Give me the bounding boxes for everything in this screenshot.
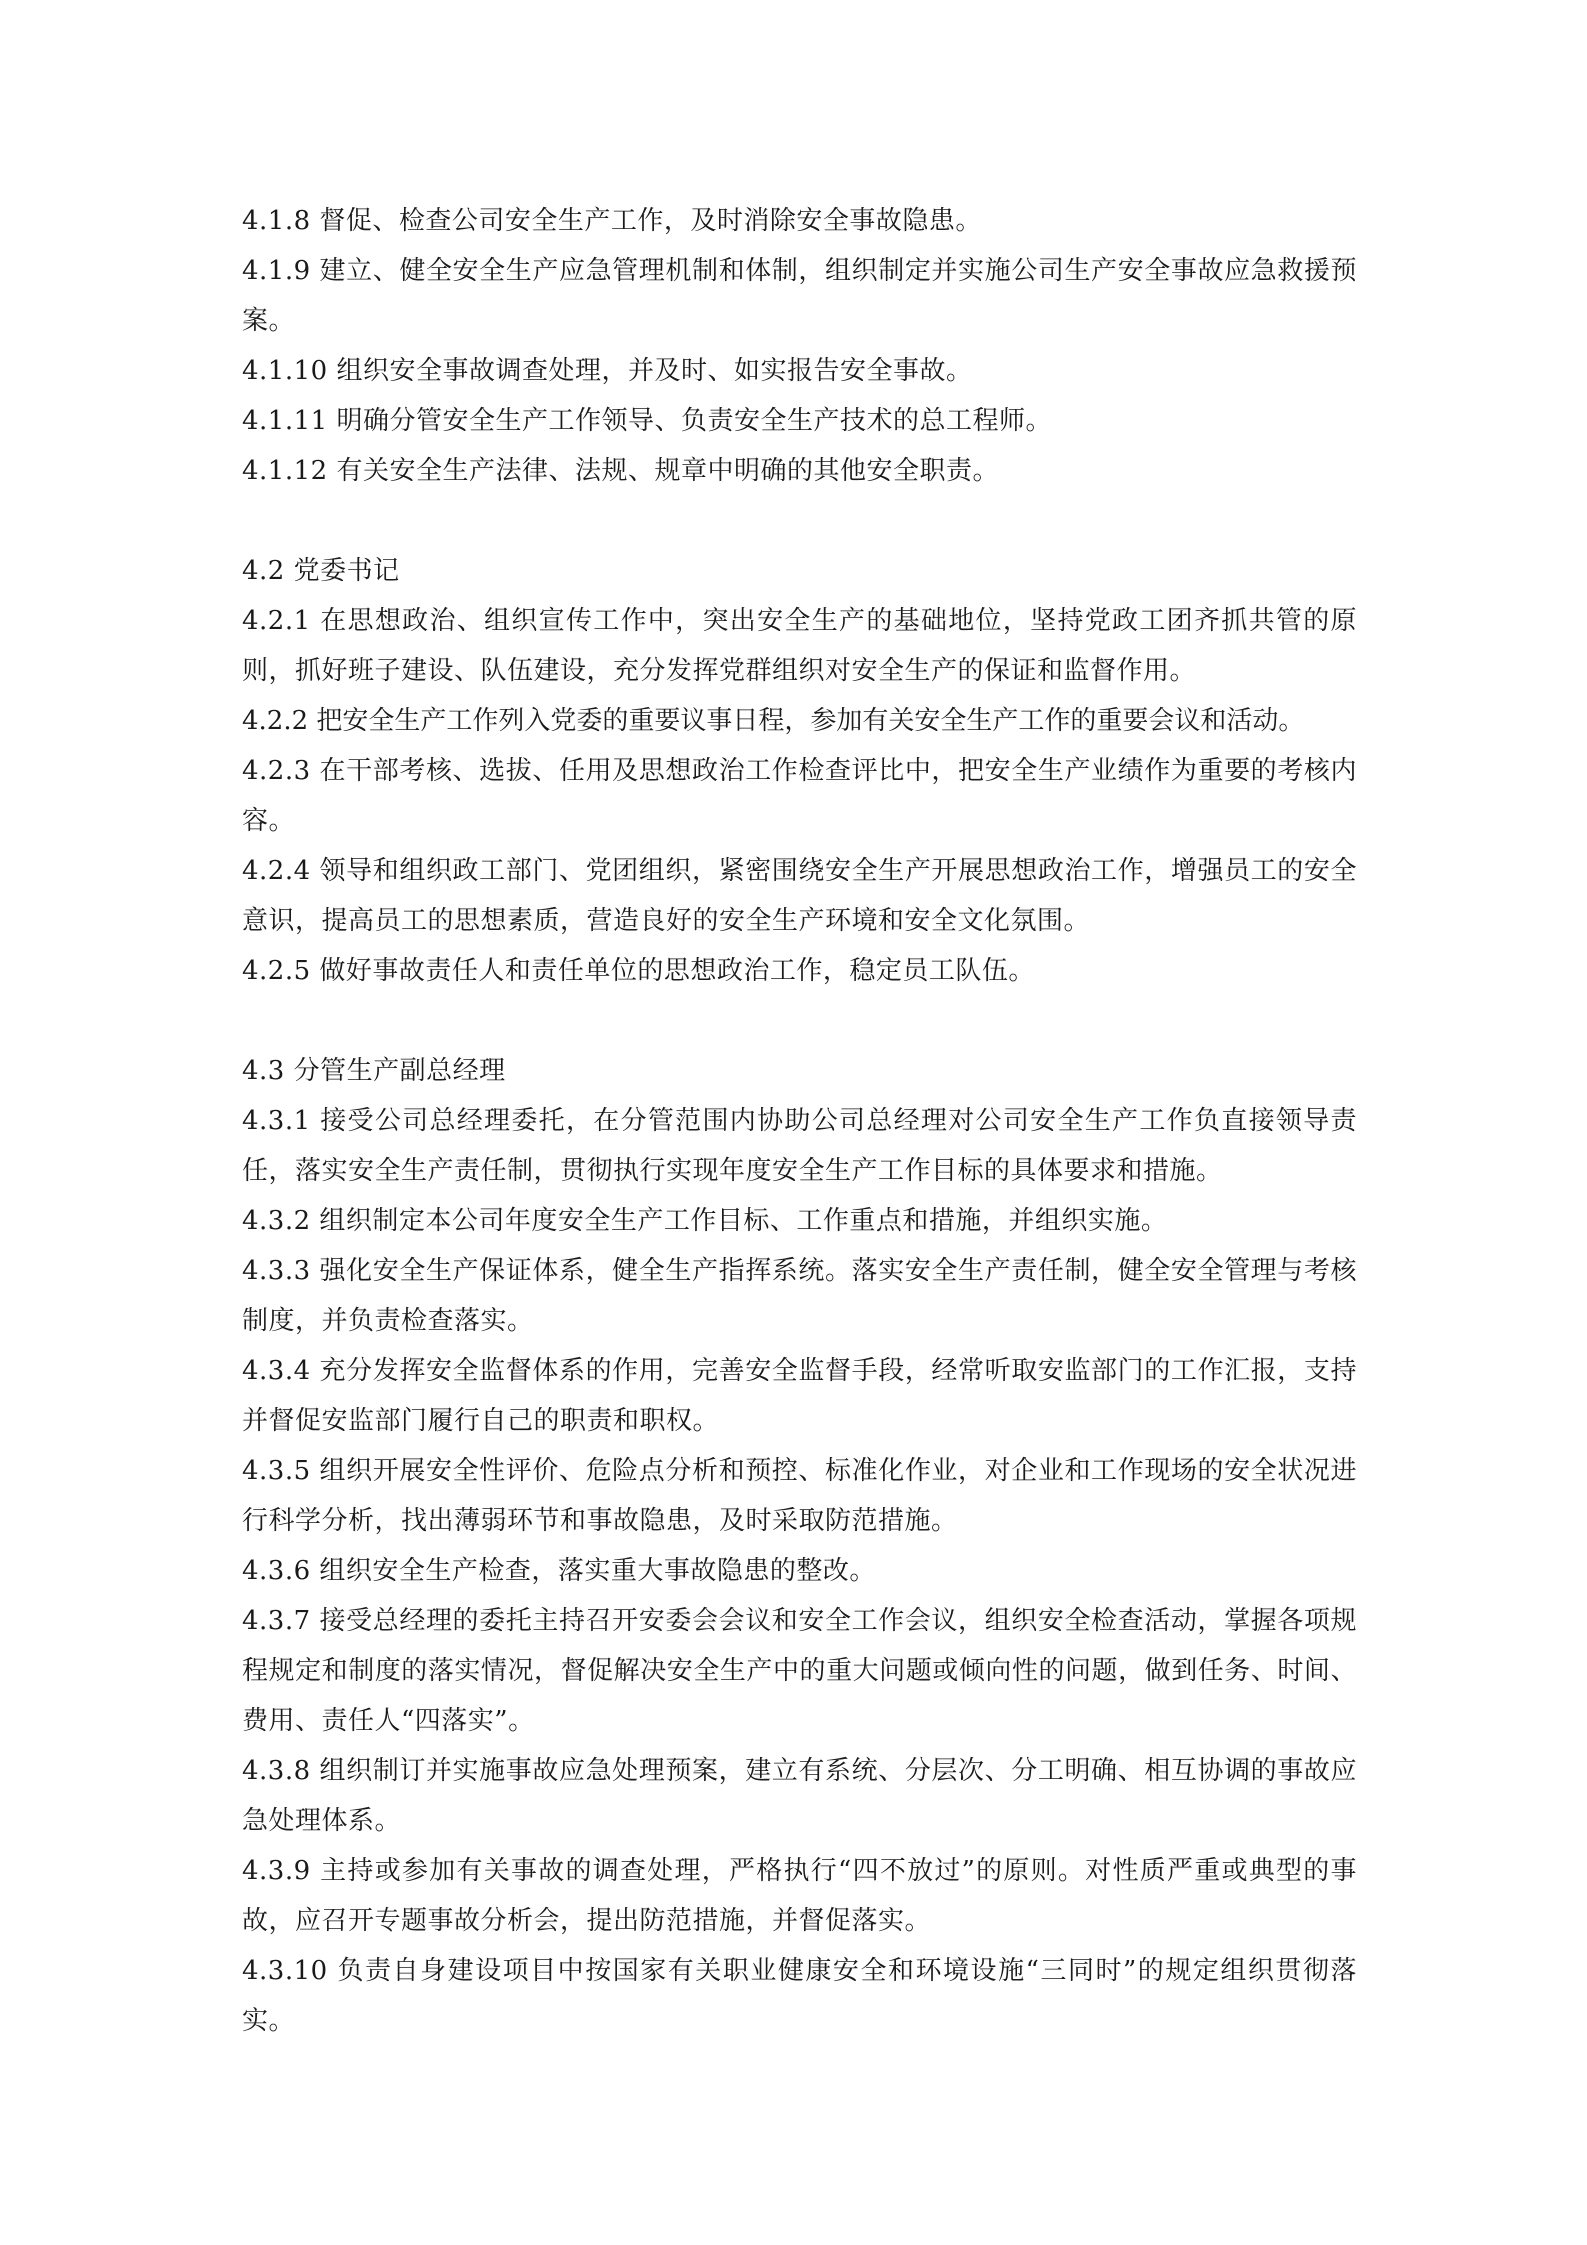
clause-4-3-4: 4.3.4 充分发挥安全监督体系的作用，完善安全监督手段，经常听取安监部门的工作汇报，支持并督促安监部门履行自己的职责和职权。 [242, 1356, 1357, 1436]
section-spacer [242, 996, 1357, 1046]
clause-4-1-11: 4.1.11 明确分管安全生产工作领导、负责安全生产技术的总工程师。 [242, 406, 1052, 436]
clause-4-2-1: 4.2.1 在思想政治、组织宣传工作中，突出安全生产的基础地位，坚持党政工团齐抓共管的原则，抓好班子建设、队伍建设，充分发挥党群组织对安全生产的保证和监督作用。 [242, 606, 1357, 686]
clause-4-3-1: 4.3.1 接受公司总经理委托，在分管范围内协助公司总经理对公司安全生产工作负直接领导责任，落实安全生产责任制，贯彻执行实现年度安全生产工作目标的具体要求和措施。 [242, 1106, 1357, 1186]
clause-4-3-3: 4.3.3 强化安全生产保证体系，健全生产指挥系统。落实安全生产责任制，健全安全管理与考核制度，并负责检查落实。 [242, 1256, 1357, 1336]
section-heading-4-2: 4.2 党委书记 [242, 556, 400, 586]
clause-4-3-2: 4.3.2 组织制定本公司年度安全生产工作目标、工作重点和措施，并组织实施。 [242, 1206, 1168, 1236]
section-4-2 [242, 546, 1357, 996]
clause-4-3-6: 4.3.6 组织安全生产检查，落实重大事故隐患的整改。 [242, 1556, 876, 1586]
clause-4-2-5: 4.2.5 做好事故责任人和责任单位的思想政治工作，稳定员工队伍。 [242, 956, 1035, 986]
section-heading-4-3: 4.3 分管生产副总经理 [242, 1056, 506, 1086]
clause-4-1-10: 4.1.10 组织安全事故调查处理，并及时、如实报告安全事故。 [242, 356, 973, 386]
section-spacer [242, 496, 1357, 546]
clause-4-1-12: 4.1.12 有关安全生产法律、法规、规章中明确的其他安全职责。 [242, 456, 999, 486]
clause-4-3-8: 4.3.8 组织制订并实施事故应急处理预案，建立有系统、分层次、分工明确、相互协调的事故应急处理体系。 [242, 1756, 1357, 1836]
clause-4-2-2: 4.2.2 把安全生产工作列入党委的重要议事日程，参加有关安全生产工作的重要会议和活动。 [242, 706, 1305, 736]
clause-4-3-7: 4.3.7 接受总经理的委托主持召开安委会会议和安全工作会议，组织安全检查活动，掌握各项规程规定和制度的落实情况，督促解决安全生产中的重大问题或倾向性的问题，做到任务、时间、费用、责任人“四落实”。 [242, 1606, 1357, 1736]
clause-4-3-9: 4.3.9 主持或参加有关事故的调查处理，严格执行“四不放过”的原则。对性质严重或典型的事故，应召开专题事故分析会，提出防范措施，并督促落实。 [242, 1856, 1357, 1936]
section-4-1 [242, 196, 1357, 496]
clause-4-3-5: 4.3.5 组织开展安全性评价、危险点分析和预控、标准化作业，对企业和工作现场的安全状况进行科学分析，找出薄弱环节和事故隐患，及时采取防范措施。 [242, 1456, 1357, 1536]
section-4-3 [242, 1046, 1357, 2046]
document-page [242, 196, 1357, 2046]
clause-4-1-9: 4.1.9 建立、健全安全生产应急管理机制和体制，组织制定并实施公司生产安全事故应急救援预案。 [242, 256, 1357, 336]
clause-4-3-10: 4.3.10 负责自身建设项目中按国家有关职业健康安全和环境设施“三同时”的规定组织贯彻落实。 [242, 1956, 1357, 2036]
clause-4-2-3: 4.2.3 在干部考核、选拔、任用及思想政治工作检查评比中，把安全生产业绩作为重要的考核内容。 [242, 756, 1357, 836]
clause-4-2-4: 4.2.4 领导和组织政工部门、党团组织，紧密围绕安全生产开展思想政治工作，增强员工的安全意识，提高员工的思想素质，营造良好的安全生产环境和安全文化氛围。 [242, 856, 1357, 936]
clause-4-1-8: 4.1.8 督促、检查公司安全生产工作，及时消除安全事故隐患。 [242, 206, 982, 236]
